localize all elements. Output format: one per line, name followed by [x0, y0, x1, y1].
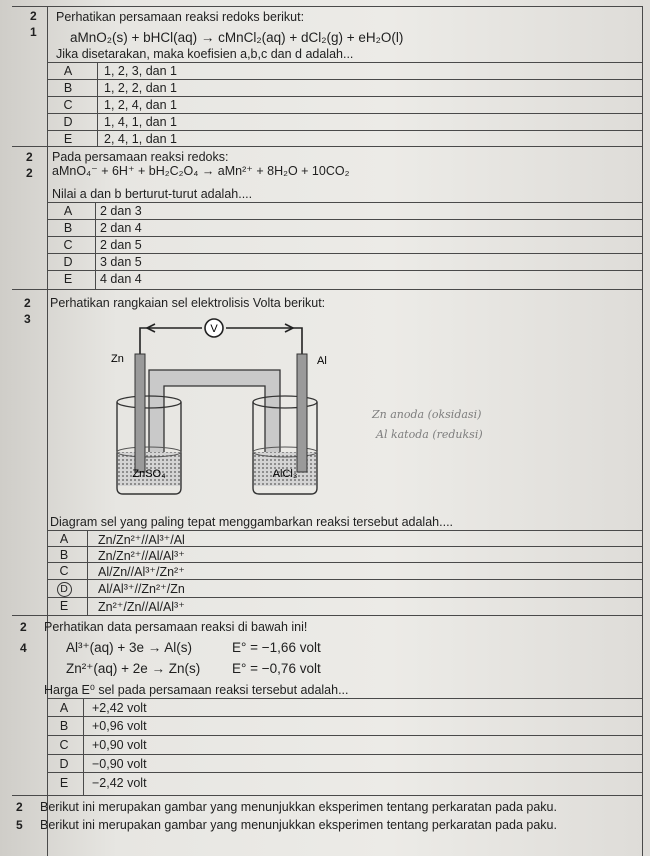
q1-option-letter-e: E — [63, 132, 73, 146]
q4-reaction-2: Zn²⁺(aq) + 2e → Zn(s) — [66, 661, 201, 676]
q4-option-text-b: +0,96 volt — [92, 719, 147, 733]
q4-option-text-a: +2,42 volt — [92, 701, 147, 715]
q2-prompt: Pada persamaan reaksi redoks: — [52, 150, 229, 164]
q1-number-top: 2 — [30, 9, 37, 23]
q2-instruction: Nilai a dan b berturut-turut adalah.... — [52, 187, 253, 201]
q3-option-letter-d — [52, 581, 76, 597]
q1-option-text-c: 1, 2, 4, dan 1 — [104, 98, 177, 112]
q1-option-text-a: 1, 2, 3, dan 1 — [104, 64, 177, 78]
al-label: Al — [317, 355, 327, 367]
q2-option-text-c: 2 dan 5 — [100, 238, 142, 252]
znso4-label: ZnSO₄ — [132, 468, 166, 480]
q2-option-text-d: 3 dan 5 — [100, 255, 142, 269]
q1-instruction: Jika disetarakan, maka koefisien a,b,c dan d adalah... — [56, 47, 354, 61]
q4-option-letter-c: C — [59, 738, 69, 752]
handwritten-note-1: Zn anoda (oksidasi) — [372, 408, 482, 421]
q2-option-letter-c: C — [63, 238, 73, 252]
q2-number-top: 2 — [26, 150, 33, 164]
q2-option-text-e: 4 dan 4 — [100, 272, 142, 286]
zn-label: Zn — [111, 353, 124, 365]
q4-option-letter-a: A — [59, 701, 69, 715]
q2-option-letter-d: D — [63, 255, 73, 269]
q1-option-letter-d: D — [63, 115, 73, 129]
q4-option-letter-b: B — [59, 719, 69, 733]
q4-option-text-c: +0,90 volt — [92, 738, 147, 752]
q3-option-text-a: Zn/Zn²⁺//Al³⁺/Al — [98, 533, 185, 547]
zn-electrode — [135, 354, 145, 472]
q3-instruction: Diagram sel yang paling tepat menggambarkan reaksi tersebut adalah.... — [50, 515, 454, 529]
q4-option-text-e: −2,42 volt — [92, 776, 147, 790]
q5-line-2: Berikut ini merupakan gambar yang menunjukkan eksperimen tentang perkaratan pada paku. — [40, 818, 557, 832]
q4-prompt: Perhatikan data persamaan reaksi di bawah ini! — [44, 620, 308, 634]
q2-option-letter-a: A — [63, 204, 73, 218]
q2-number-bottom: 2 — [26, 166, 33, 180]
q4-number-bottom: 4 — [20, 641, 27, 655]
q1-option-text-b: 1, 2, 2, dan 1 — [104, 81, 177, 95]
alcl3-label: AlCl₃ — [272, 468, 298, 480]
q1-equation: aMnO₂(s) + bHCl(aq) → cMnCl₂(aq) + dCl₂(g) + eH₂O(l) — [70, 30, 404, 45]
salt-bridge — [149, 370, 280, 464]
q1-option-letter-a: A — [63, 64, 73, 78]
q1-option-text-d: 1, 4, 1, dan 1 — [104, 115, 177, 129]
q2-option-letter-e: E — [63, 272, 73, 286]
q2-equation: aMnO₄⁻ + 6H⁺ + bH₂C₂O₄ → aMn²⁺ + 8H₂O + 10CO₂ — [52, 164, 350, 178]
q4-instruction: Harga E⁰ sel pada persamaan reaksi tersebut adalah... — [44, 683, 349, 697]
q3-option-letter-c: C — [59, 564, 69, 578]
q3-number-top: 2 — [24, 296, 31, 310]
q4-option-letter-e: E — [59, 776, 69, 790]
voltmeter-label: V — [210, 323, 218, 335]
wire-left — [140, 328, 202, 354]
q3-prompt: Perhatikan rangkaian sel elektrolisis Volta berikut: — [50, 296, 326, 310]
q3-option-text-d: Al/Al³⁺//Zn²⁺/Zn — [98, 582, 185, 596]
q4-reaction-1: Al³⁺(aq) + 3e → Al(s) — [66, 640, 193, 655]
q5-number-top: 2 — [16, 800, 23, 814]
q3-option-letter-b: B — [59, 548, 69, 562]
q2-option-text-a: 2 dan 3 — [100, 204, 142, 218]
q5-line-1: Berikut ini merupakan gambar yang menunjukkan eksperimen tentang perkaratan pada paku. — [40, 800, 557, 814]
q3-option-letter-a: A — [59, 532, 69, 546]
q4-potential-2: E° = −0,76 volt — [232, 661, 321, 676]
q2-option-letter-b: B — [63, 221, 73, 235]
q3-option-text-b: Zn/Zn²⁺//Al/Al³⁺ — [98, 549, 185, 563]
wire-right — [226, 328, 302, 354]
q5-number-bottom: 5 — [16, 818, 23, 832]
handwritten-note-2: Al katoda (reduksi) — [376, 428, 483, 441]
q1-option-text-e: 2, 4, 1, dan 1 — [104, 132, 177, 146]
q1-number-bottom: 1 — [30, 25, 37, 39]
q3-option-text-c: Al/Zn//Al³⁺/Zn²⁺ — [98, 565, 185, 579]
q4-option-letter-d: D — [59, 757, 69, 771]
q3-option-letter-e: E — [59, 599, 69, 613]
q1-option-letter-b: B — [63, 81, 73, 95]
q4-potential-1: E° = −1,66 volt — [232, 640, 321, 655]
al-electrode — [297, 354, 307, 472]
q4-option-text-d: −0,90 volt — [92, 757, 147, 771]
q1-prompt: Perhatikan persamaan reaksi redoks berikut: — [56, 10, 305, 24]
q1-option-letter-c: C — [63, 98, 73, 112]
q4-number-top: 2 — [20, 620, 27, 634]
q2-option-text-b: 2 dan 4 — [100, 221, 142, 235]
q3-number-bottom: 3 — [24, 312, 31, 326]
volta-cell-diagram — [105, 318, 325, 500]
q3-option-text-e: Zn²⁺/Zn//Al/Al³⁺ — [98, 600, 185, 614]
circled-answer-icon: D — [57, 582, 72, 597]
